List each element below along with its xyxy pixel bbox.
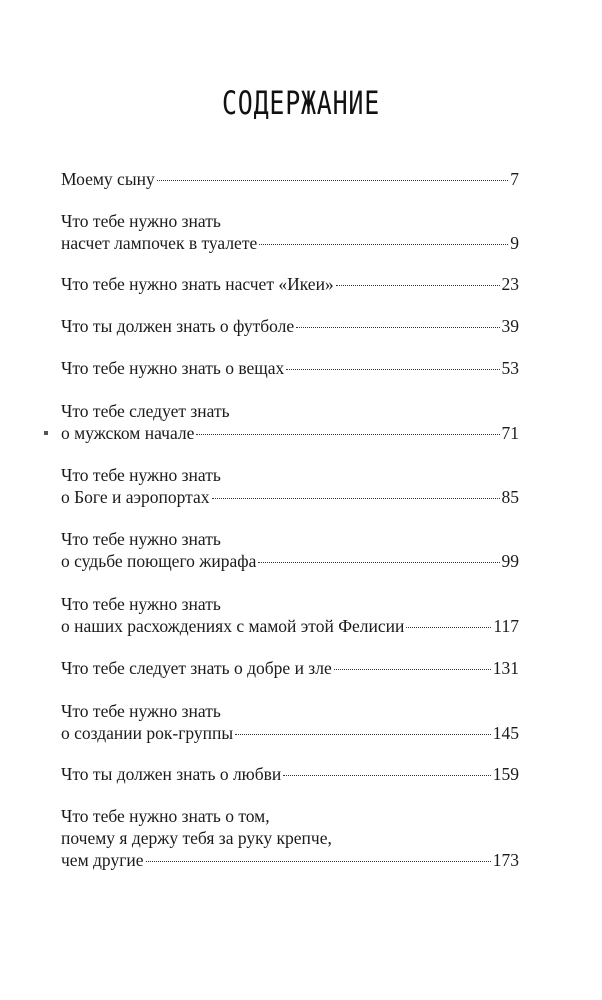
toc-entry-text: Что тебе нужно знать — [61, 465, 221, 485]
toc-leader-dots — [196, 434, 499, 435]
toc-entry-text: о создании рок-группы — [61, 723, 234, 743]
toc-entry-text: насчет лампочек в туалете — [61, 233, 258, 253]
toc-entry — [61, 763, 519, 785]
toc-leader-dots — [296, 327, 499, 328]
toc-page-number: 131 — [492, 658, 519, 678]
toc-entry-last-line — [61, 315, 519, 337]
toc-entry-text: Что ты должен знать о любви — [61, 764, 282, 784]
toc-entry-text: Что тебе нужно знать насчет «Икеи» — [61, 274, 334, 294]
toc-leader-dots — [406, 627, 491, 628]
toc-entry-text: о наших расхождениях с мамой этой Фелисии — [61, 616, 405, 636]
toc-leader-dots — [334, 669, 491, 670]
toc-leader-dots — [146, 861, 491, 862]
toc-page-number: 53 — [501, 358, 519, 378]
margin-mark — [44, 431, 48, 435]
toc-entry-text: Что тебе нужно знать о том, — [61, 806, 270, 826]
toc-entry-text: Что ты должен знать о футболе — [61, 316, 295, 336]
toc-leader-dots — [258, 562, 499, 563]
toc-entry — [61, 528, 519, 572]
toc-entry-text: почему я держу тебя за руку крепче, — [61, 828, 332, 848]
toc-entry-text: Что тебе нужно знать о вещах — [61, 358, 285, 378]
toc-leader-dots — [259, 244, 508, 245]
toc-entry-text: чем другие — [61, 850, 144, 870]
toc-entry-text: о Боге и аэропортах — [61, 487, 210, 507]
toc-page-number: 7 — [510, 169, 519, 189]
toc-page-number: 23 — [501, 274, 519, 294]
toc-entry — [61, 657, 519, 679]
toc-entry-text: Что тебе следует знать о добре и зле — [61, 658, 332, 678]
toc-entry-last-line — [61, 422, 519, 444]
toc-entry-last-line — [61, 657, 519, 679]
toc-page-number: 71 — [501, 423, 519, 443]
toc-entry-last-line — [61, 232, 519, 254]
toc-entry — [61, 273, 519, 295]
toc-page-number: 173 — [492, 850, 519, 870]
toc-entry-text: Что тебе нужно знать — [61, 529, 221, 549]
toc-page-number: 39 — [501, 316, 519, 336]
toc-entry — [61, 593, 519, 637]
toc-entry-text: Что тебе нужно знать — [61, 211, 221, 231]
toc-page-number: 159 — [492, 764, 519, 784]
toc-entry-text: о судьбе поющего жирафа — [61, 551, 257, 571]
toc-entry-last-line — [61, 849, 519, 871]
toc-entry — [61, 315, 519, 337]
toc-leader-dots — [336, 285, 500, 286]
toc-entry-last-line — [61, 763, 519, 785]
toc-page-number: 99 — [501, 551, 519, 571]
toc-entry — [61, 400, 519, 444]
toc-entry-last-line — [61, 722, 519, 744]
toc-page-number: 117 — [493, 616, 519, 636]
toc-entry-text: о мужском начале — [61, 423, 195, 443]
toc-leader-dots — [283, 775, 490, 776]
toc-entry — [61, 168, 519, 190]
toc-entry-last-line — [61, 550, 519, 572]
toc-entry-text: Моему сыну — [61, 169, 155, 189]
toc-page-number: 9 — [510, 233, 519, 253]
toc-leader-dots — [286, 369, 499, 370]
toc-entry-last-line — [61, 486, 519, 508]
toc-entry — [61, 700, 519, 744]
toc-entry-last-line — [61, 615, 519, 637]
toc-entry-last-line — [61, 168, 519, 190]
toc-page-number: 145 — [492, 723, 519, 743]
toc-leader-dots — [212, 498, 500, 499]
page-title: СОДЕРЖАНИЕ — [221, 84, 381, 122]
toc-entry-last-line — [61, 357, 519, 379]
toc-entry — [61, 210, 519, 254]
toc-page-number: 85 — [501, 487, 519, 507]
toc-entry — [61, 805, 519, 871]
toc-entry — [61, 464, 519, 508]
toc-entry — [61, 357, 519, 379]
toc-entry-text: Что тебе нужно знать — [61, 701, 221, 721]
toc-leader-dots — [157, 180, 509, 181]
toc-leader-dots — [235, 734, 491, 735]
toc-entry-text: Что тебе следует знать — [61, 401, 230, 421]
toc-entry-text: Что тебе нужно знать — [61, 594, 221, 614]
toc-entry-last-line — [61, 273, 519, 295]
